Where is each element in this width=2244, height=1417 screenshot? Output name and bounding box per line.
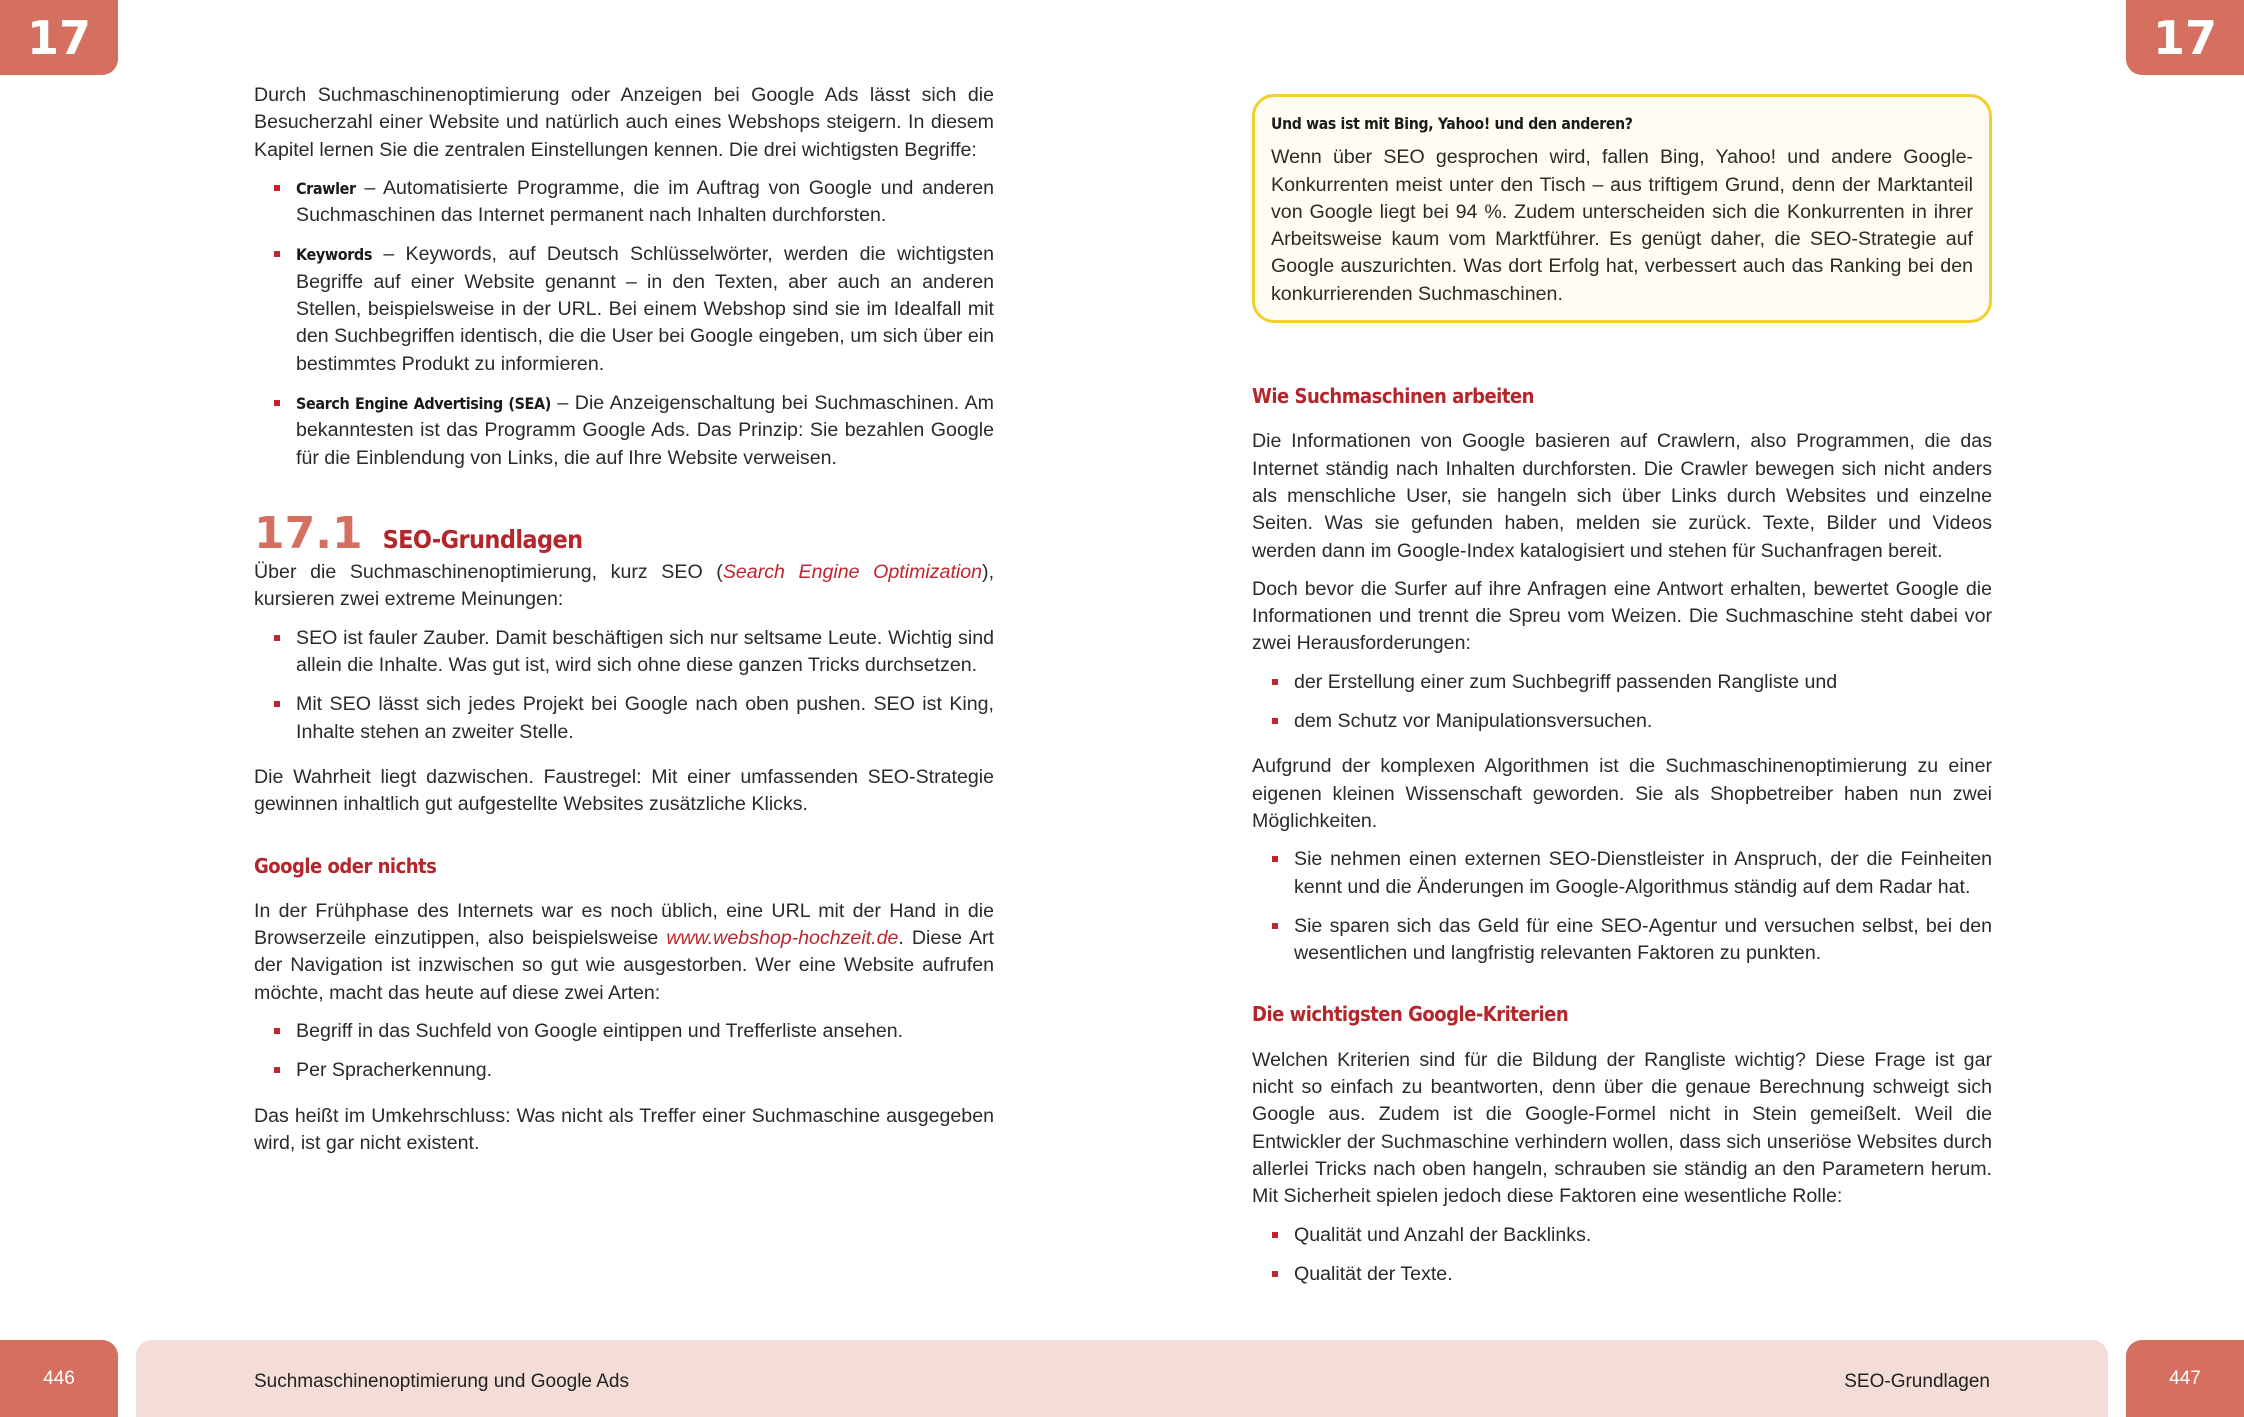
section-number: 17.1 — [254, 507, 363, 559]
conclusion-paragraph: Das heißt im Umkehrschluss: Was nicht als Treffer einer Suchmaschine ausgegeben wird, ist gar nicht existent. — [254, 1104, 994, 1154]
google-paragraph — [254, 898, 994, 1007]
opinion-text: Mit SEO lässt sich jedes Projekt bei Google nach oben pushen. SEO ist King, Inhalte stehen an zweiter Stelle. — [296, 693, 994, 743]
term-label: Crawler — [296, 178, 356, 198]
list-item — [254, 390, 994, 472]
google-text: In der Frühphase des Internets war es noch üblich, eine URL mit der Hand in die Browserzeile einzutippen, also beispielsweise — [254, 899, 994, 950]
list-item — [1252, 1222, 1992, 1249]
options-list — [1252, 846, 1992, 967]
list-item — [254, 625, 994, 680]
seo-intro-text-end: ), kursieren zwei extreme Meinungen: — [254, 561, 995, 611]
page-number-left: 446 — [0, 1340, 118, 1417]
right-page-column — [1252, 82, 1992, 1306]
list-item — [1252, 708, 1992, 735]
seo-intro-paragraph — [254, 559, 994, 614]
work-paragraph-3: Aufgrund der komplexen Algorithmen ist die Suchmaschinenoptimierung zu einer eigenen kleinen Wissenschaft geworden. Sie als Shopbetreiber haben nun zwei Möglichkeiten. — [1252, 755, 1992, 832]
info-box-text: Wenn über SEO gesprochen wird, fallen Bing, Yahoo! und andere Google-Konkurrenten meist unter den Tisch – aus triftigem Grund, denn der Marktanteil von Google liegt bei 94 %. Zudem unterscheiden sich die Konkurrenten in ihrer Arbeitsweise kaum vom Marktführer. Es genügt daher, die SEO-Strategie auf Google auszurichten. Was dort Erfolg hat, verbessert auch das Ranking bei den konkurrierenden Suchmaschinen. — [1271, 146, 1973, 305]
term-text: Die Anzeigenschaltung bei Suchmaschinen. Am bekanntesten ist das Programm Google Ads. Das Prinzip: Sie bezahlen Google für die Einblendung von Links, die auf Ihre Website verweisen. — [296, 391, 994, 469]
criteria-heading: Die wichtigsten Google-Kriterien — [1252, 1002, 1569, 1027]
bullet-icon — [274, 185, 280, 191]
term-separator: – — [355, 176, 383, 199]
seo-term-emphasis: Search Engine Optimization — [722, 561, 983, 584]
bullet-icon — [274, 635, 280, 641]
ways-list — [254, 1018, 994, 1085]
bullet-icon — [1272, 1232, 1278, 1238]
google-heading: Google oder nichts — [254, 853, 437, 878]
factor-text: Qualität und Anzahl der Backlinks. — [1294, 1223, 1592, 1246]
way-text: Per Spracherkennung. — [296, 1059, 493, 1082]
section-title: SEO-Grundlagen — [382, 524, 583, 554]
info-box-title: Und was ist mit Bing, Yahoo! und den anderen? — [1271, 115, 1633, 133]
google-text-end: . Diese Art der Navigation ist inzwischen so gut wie ausgestorben. Wer eine Website aufrufen möchte, macht das heute auf diese zwei Arten: — [254, 927, 994, 1004]
way-text: Begriff in das Suchfeld von Google eintippen und Trefferliste ansehen. — [296, 1020, 904, 1043]
page-number-right: 447 — [2126, 1340, 2244, 1417]
chapter-tab-left: 17 — [0, 0, 118, 75]
factor-text: Qualität der Texte. — [1294, 1262, 1453, 1285]
challenge-text: dem Schutz vor Manipulationsversuchen. — [1294, 710, 1653, 733]
work-heading: Wie Suchmaschinen arbeiten — [1252, 384, 1534, 409]
list-item — [254, 241, 994, 377]
list-item — [1252, 913, 1992, 968]
option-text: Sie sparen sich das Geld für eine SEO-Agentur und versuchen selbst, bei den wesentlichen und langfristig relevanten Faktoren zu punkten. — [1294, 914, 1992, 965]
section-heading — [254, 507, 994, 559]
chapter-tab-right: 17 — [2126, 0, 2244, 75]
list-item — [1252, 846, 1992, 901]
bullet-icon — [274, 1028, 280, 1034]
term-text: Automatisierte Programme, die im Auftrag von Google und anderen Suchmaschinen das Internet permanent nach Inhalten durchforsten. — [296, 176, 994, 227]
intro-paragraph: Durch Suchmaschinenoptimierung oder Anzeigen bei Google Ads lässt sich die Besucherzahl einer Website und natürlich auch eines Webshops steigern. In diesem Kapitel lernen Sie die zentralen Einstellungen kennen. Die drei wichtigsten Begriffe: — [254, 84, 994, 161]
list-item — [254, 691, 994, 746]
bullet-icon — [274, 400, 280, 406]
webshop-link[interactable]: www.webshop-hochzeit.de — [666, 927, 899, 950]
bullet-icon — [1272, 856, 1278, 862]
terms-list — [254, 175, 994, 472]
challenge-text: der Erstellung einer zum Suchbegriff passenden Rangliste und — [1294, 670, 1838, 693]
list-item — [1252, 1261, 1992, 1288]
term-separator: – — [550, 391, 575, 414]
list-item — [254, 1018, 994, 1045]
left-page-column — [254, 82, 994, 1168]
truth-paragraph: Die Wahrheit liegt dazwischen. Faustregel: Mit einer umfassenden SEO-Strategie gewinnen inhaltlich gut aufgestellte Websites zusätzliche Klicks. — [254, 765, 994, 816]
option-text: Sie nehmen einen externen SEO-Dienstleister in Anspruch, der die Feinheiten kennt und die Änderungen im Google-Algorithmus ständig auf dem Radar hat. — [1294, 848, 1992, 898]
term-label: Search Engine Advertising (SEA) — [296, 393, 551, 413]
bullet-icon — [1272, 923, 1278, 929]
work-paragraph-2: Doch bevor die Surfer auf ihre Anfragen eine Antwort erhalten, bewertet Google die Informationen und trennt die Spreu vom Weizen. Die Suchmaschine steht dabei vor zwei Herausforderungen: — [1252, 577, 1992, 655]
work-paragraph-1: Die Informationen von Google basieren auf Crawlern, also Programmen, die das Internet ständig nach Inhalten durchforsten. Die Crawler bewegen sich nicht anders als menschliche User, sie hangeln sich über Links durch Websites und einzelne Seiten. Was sie gefunden haben, melden sie zurück. Texte, Bilder und Videos werden dann im Google-Index katalogisiert und stehen für Suchanfragen bereit. — [1252, 430, 1992, 562]
list-item — [254, 175, 994, 230]
opinion-text: SEO ist fauler Zauber. Damit beschäftigen sich nur seltsame Leute. Wichtig sind allein die Inhalte. Was gut ist, wird sich ohne diese ganzen Tricks durchsetzen. — [296, 626, 994, 677]
list-item — [254, 1057, 994, 1084]
seo-intro-text: Über die Suchmaschinenoptimierung, kurz SEO ( — [254, 561, 723, 584]
bullet-icon — [1272, 1271, 1278, 1277]
bullet-icon — [1272, 679, 1278, 685]
bullet-icon — [274, 701, 280, 707]
term-label: Keywords — [296, 245, 372, 265]
bullet-icon — [274, 251, 280, 257]
list-item — [1252, 669, 1992, 696]
running-title-right: SEO-Grundlagen — [1844, 1371, 1990, 1392]
term-text: Keywords, auf Deutsch Schlüsselwörter, werden die wichtigsten Begriffe auf einer Website genannt – in den Texten, aber auch an anderen Stellen, beispielsweise in der URL. Bei einem Webshop sind sie im Idealfall mit den Suchbegriffen identisch, die die User bei Google eingeben, um sich über ein bestimmtes Produkt zu informieren. — [296, 243, 994, 375]
info-box — [1252, 94, 1992, 323]
bullet-icon — [1272, 718, 1278, 724]
running-title-left: Suchmaschinenoptimierung und Google Ads — [254, 1371, 629, 1392]
term-separator: – — [372, 243, 406, 266]
challenges-list — [1252, 669, 1992, 736]
bullet-icon — [274, 1067, 280, 1073]
opinions-list — [254, 625, 994, 746]
factors-list — [1252, 1222, 1992, 1289]
criteria-paragraph: Welchen Kriterien sind für die Bildung der Rangliste wichtig? Diese Frage ist gar nicht so einfach zu beantworten, denn über die genaue Berechnung schweigt sich Google aus. Zudem ist die Google-Formel nicht in Stein gemeißelt. Weil die Entwickler der Suchmaschine verhindern wollen, dass sich unseriöse Websites durch allerlei Tricks nach oben hangeln, schrauben sie ständig an den Parametern herum. Mit Sicherheit spielen jedoch diese Faktoren eine wesentliche Rolle: — [1252, 1048, 1992, 1208]
